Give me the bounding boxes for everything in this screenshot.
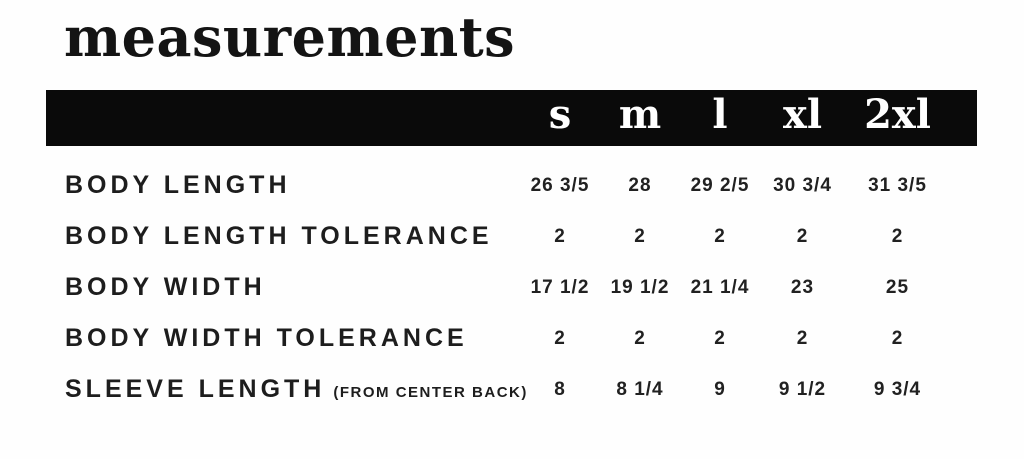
page-title: measurements (64, 5, 516, 69)
row-label (46, 171, 520, 200)
measurement-value-cell: 9 3/4 (873, 378, 922, 400)
measurement-value-cell: 2 (634, 225, 646, 247)
row-label-text: BODY LENGTH (65, 171, 291, 199)
row-label-suffix: (FROM CENTER BACK) (333, 384, 528, 401)
measurement-value-cell: 2 (891, 225, 904, 247)
measurement-value-cell: 2 (714, 327, 726, 349)
row-label-text: SLEEVE LENGTH (65, 375, 326, 403)
table-row-sleeve-length (46, 364, 977, 415)
measurement-value-cell: 26 3/5 (530, 174, 590, 196)
size-column-header-m: m (618, 91, 662, 138)
table-row-body-width (46, 262, 977, 313)
measurement-value-cell: 2 (796, 225, 809, 247)
measurement-value-cell: 19 1/2 (610, 276, 670, 298)
row-label-text: BODY WIDTH (65, 273, 266, 301)
table-row-body-width-tolerance (46, 313, 977, 364)
measurement-value-cell: 2 (714, 225, 726, 247)
size-column-header-l: l (712, 91, 728, 138)
size-column-header-s: s (548, 91, 572, 138)
size-chart-header-bar (46, 90, 977, 146)
measurement-value-cell: 2 (891, 327, 904, 349)
row-label (46, 375, 528, 404)
measurement-value-cell: 25 (885, 276, 910, 298)
row-label (46, 273, 520, 302)
measurement-value-cell: 30 3/4 (773, 174, 832, 196)
measurement-value-cell: 29 2/5 (690, 174, 750, 196)
row-label (46, 222, 520, 251)
size-column-header-xl: xl (782, 91, 823, 138)
measurement-value-cell: 9 (714, 378, 726, 400)
row-label-text: BODY LENGTH TOLERANCE (65, 222, 493, 250)
measurement-value-cell: 2 (634, 327, 646, 349)
table-row-body-length (46, 160, 977, 211)
measurement-value-cell: 8 (554, 378, 566, 400)
row-label-text: BODY WIDTH TOLERANCE (65, 324, 468, 352)
measurement-value-cell: 28 (628, 174, 652, 196)
measurement-value-cell: 8 1/4 (616, 378, 664, 400)
measurement-value-cell: 31 3/5 (868, 174, 927, 196)
measurement-value-cell: 9 1/2 (778, 378, 827, 400)
measurement-value-cell: 2 (554, 225, 566, 247)
table-row-body-length-tolerance (46, 211, 977, 262)
measurement-value-cell: 17 1/2 (530, 276, 590, 298)
measurement-rows (46, 160, 977, 415)
row-label (46, 324, 520, 353)
measurement-value-cell: 21 1/4 (690, 276, 750, 298)
measurement-value-cell: 2 (554, 327, 566, 349)
size-column-header-2xl: 2xl (864, 91, 931, 138)
measurement-value-cell: 2 (796, 327, 809, 349)
measurement-value-cell: 23 (790, 276, 815, 298)
